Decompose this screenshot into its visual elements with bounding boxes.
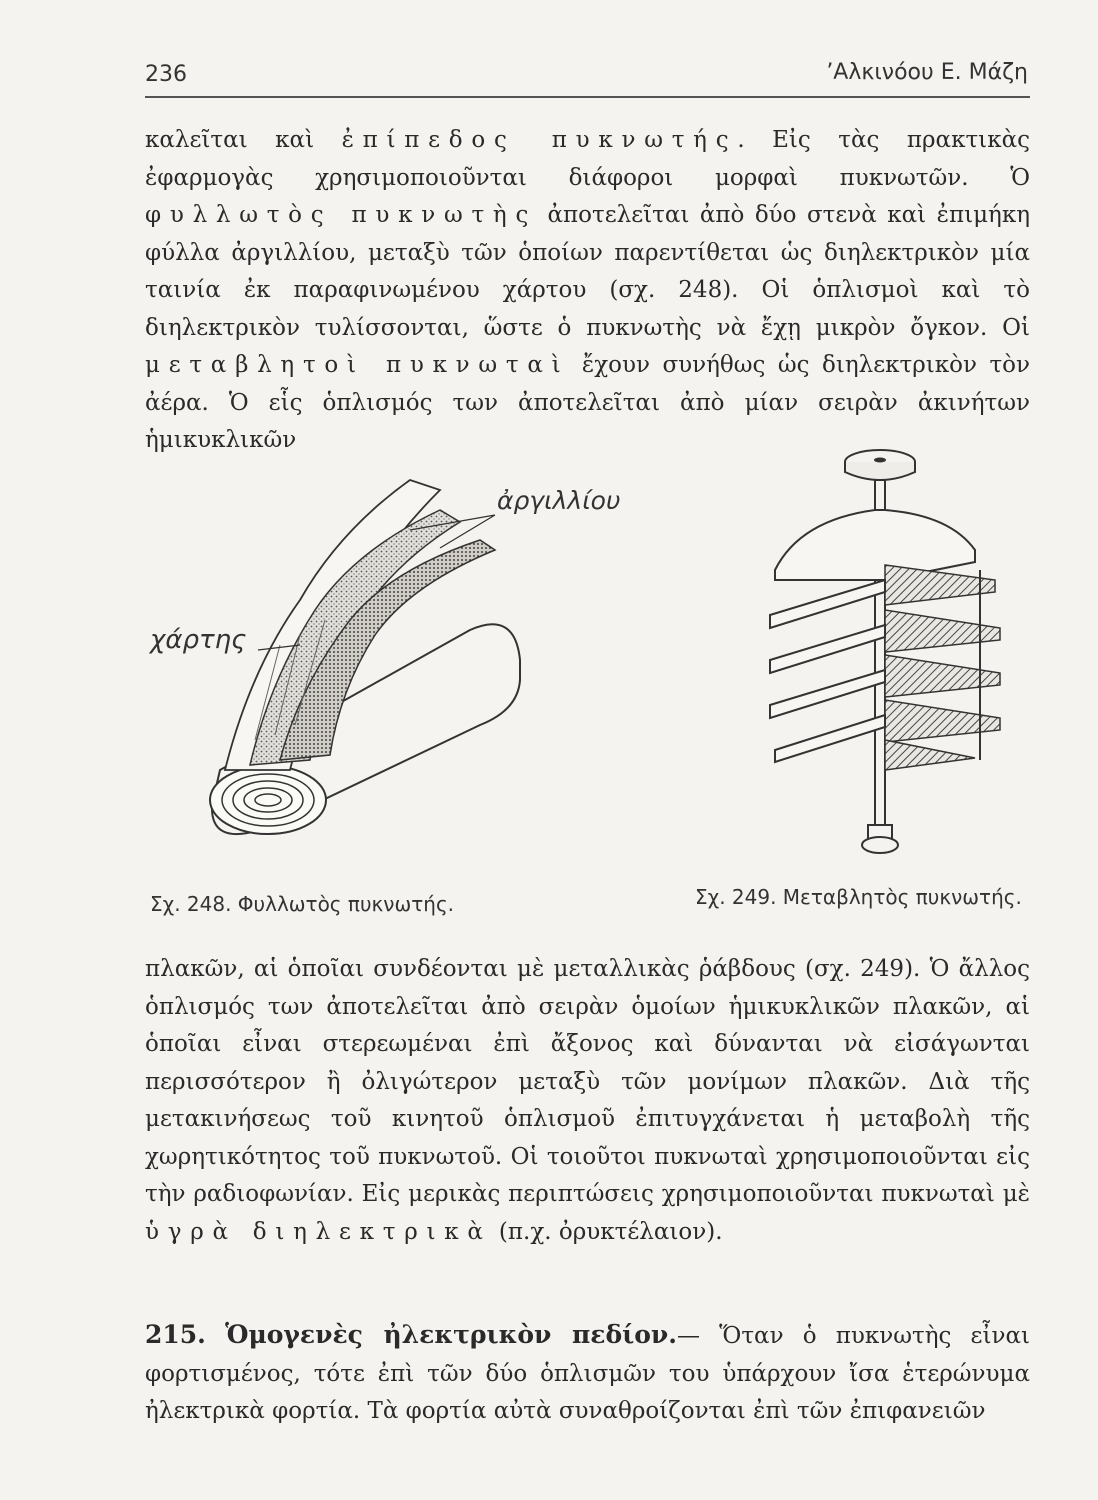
spaced-term: ἐπίπεδος πυκνωτής — [341, 127, 738, 153]
section-number: 215. — [145, 1320, 206, 1349]
section-title: Ὁμογενὲς ἠλεκτρικὸν πεδίον. — [225, 1320, 677, 1349]
spaced-term: μεταβλητοὶ πυκνωταὶ — [145, 352, 570, 378]
spaced-term: φυλλωτὸς πυκνωτὴς — [145, 202, 538, 228]
caption-figure-249: Σχ. 249. Μεταβλητὸς πυκνωτής. — [695, 885, 1022, 909]
paragraph-top — [145, 122, 1030, 460]
figure-248-rolled-capacitor — [140, 470, 660, 870]
text-run: ἀποτελεῖται ἀπὸ δύο στενὰ καὶ ἐπιμήκη φύλλα ἀργιλλίου, μεταξὺ τῶν ὁποίων παρεντίθεται ὡς διηλεκτρικὸν μία ταινία ἐκ παραφινωμένου χάρτου (σχ. 248). Οἱ ὁπλισμοὶ καὶ τὸ διηλεκτρικὸν τυλίσσονται, ὥστε ὁ πυκνωτὴς νὰ ἔχῃ μικρὸν ὄγκον. Οἱ — [145, 202, 1030, 341]
page-header — [145, 52, 1030, 98]
running-head: ’Αλκινόου Ε. Μάζη — [826, 60, 1028, 85]
paragraph-middle — [145, 951, 1030, 1251]
section-text: — Ὅταν ὁ πυκνωτὴς εἶναι φορτισμένος, τότε ἐπὶ τῶν δύο ὁπλισμῶν του ὑπάρχουν ἴσα ἑτερώνυμα ἠλεκτρικὰ φορτία. Τὰ φορτία αὐτὰ συναθροίζονται ἐπὶ τῶν ἐπιφανειῶν — [145, 1323, 1031, 1424]
text-run: καλεῖται καὶ — [145, 127, 342, 153]
figure-249-variable-capacitor — [740, 440, 1040, 870]
rolled-capacitor-illustration — [140, 470, 660, 870]
text-run: ἔχουν συνήθως ὡς διηλεκτρικὸν τὸν ἀέρα. Ὁ εἷς ὁπλισμός των ἀποτελεῖται ἀπὸ μίαν σειρὰν ἀκινήτων ἡμικυκλικῶν — [145, 352, 1030, 453]
text-run: . Εἰς τὰς πρακτικὰς ἐφαρμογὰς χρησιμοποιοῦνται διάφοροι μορφαὶ πυκνωτῶν. Ὁ — [145, 127, 1030, 191]
spaced-term: ὑγρὰ διηλεκτρικὰ — [145, 1218, 492, 1245]
page-number: 236 — [145, 62, 187, 87]
caption-figure-248: Σχ. 248. Φυλλωτὸς πυκνωτής. — [150, 892, 455, 916]
label-paper: χάρτης — [150, 625, 247, 655]
variable-capacitor-illustration — [740, 440, 1040, 870]
label-aluminium: ἀργιλλίου — [497, 486, 621, 515]
section-215 — [145, 1316, 1030, 1431]
text-run: (π.χ. ὀρυκτέλαιον). — [491, 1218, 723, 1245]
text-run: πλακῶν, αἱ ὁποῖαι συνδέονται μὲ μεταλλικὰς ῥάβδους (σχ. 249). Ὁ ἄλλος ὁπλισμός των ἀποτελεῖται ἀπὸ σειρὰν ὁμοίων ἡμικυκλικῶν πλακῶν, αἱ ὁποῖαι εἶναι στερεωμέναι ἐπὶ ἄξονος καὶ δύνανται νὰ εἰσάγωνται περισσότερον ἢ ὀλιγώτερον μεταξὺ τῶν μονίμων πλακῶν. Διὰ τῆς μετακινήσεως τοῦ κινητοῦ ὁπλισμοῦ ἐπιτυγχάνεται ἡ μεταβολὴ τῆς χωρητικότητος τοῦ πυκνωτοῦ. Οἱ τοιοῦτοι πυκνωταὶ χρησιμοποιοῦνται εἰς τὴν ραδιοφωνίαν. Εἰς μερικὰς περιπτώσεις χρησιμοποιοῦνται πυκνωταὶ μὲ — [145, 956, 1030, 1207]
